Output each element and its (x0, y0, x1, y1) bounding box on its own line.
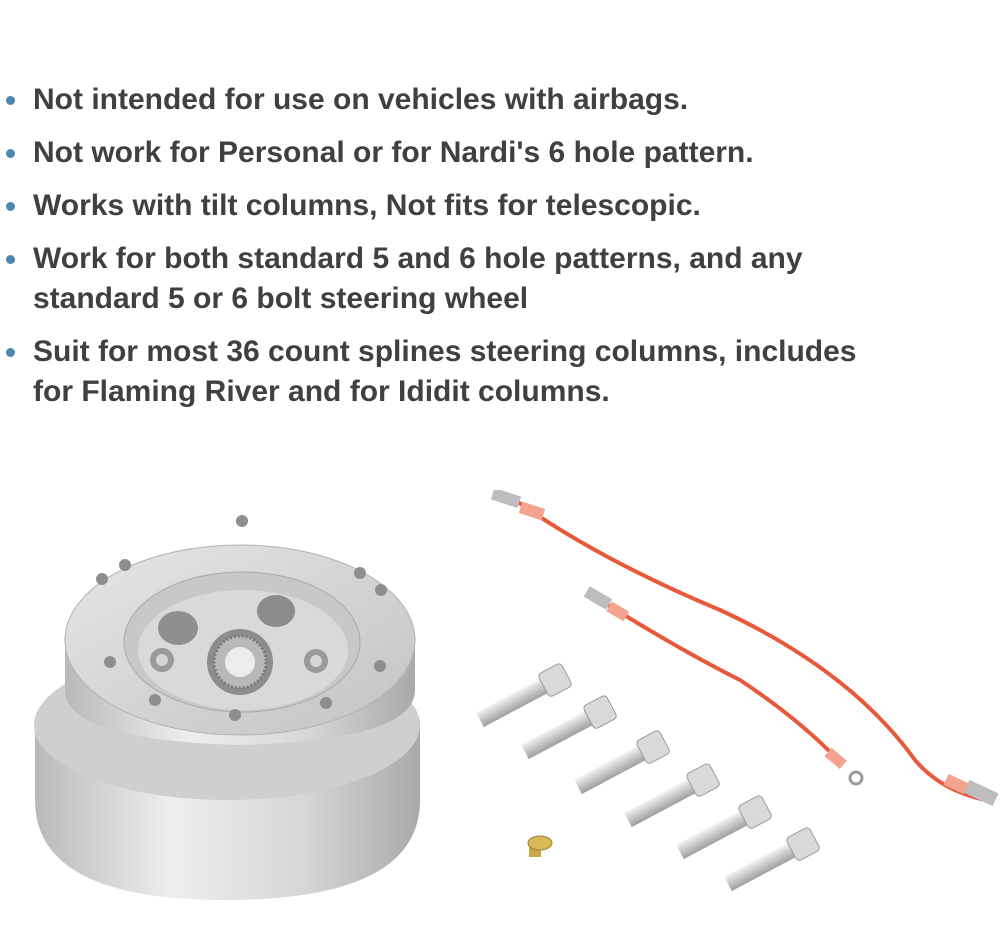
feature-text: Not work for Personal or for Nardi's 6 hole pattern. (33, 136, 754, 169)
feature-item (0, 186, 933, 226)
feature-text: Work for both standard 5 and 6 hole patterns, and any standard 5 or 6 bolt steering wheel (33, 242, 803, 315)
bullet-icon (6, 348, 15, 357)
feature-item (0, 239, 923, 319)
feature-item (0, 133, 933, 173)
bullet-icon (6, 202, 15, 211)
feature-item (0, 332, 863, 412)
feature-list (0, 80, 1000, 425)
feature-text: Not intended for use on vehicles with airbags. (33, 83, 689, 116)
feature-item (0, 80, 933, 120)
ground-wire-icon (491, 490, 999, 806)
hub-adapter-icon (34, 515, 420, 900)
socket-bolt-icon (474, 663, 821, 896)
feature-text: Works with tilt columns, Not fits for telescopic. (33, 189, 701, 222)
bullet-icon (6, 255, 15, 264)
bullet-icon (6, 149, 15, 158)
brass-screw-icon (528, 836, 552, 857)
product-illustration (0, 490, 1000, 940)
feature-text: Suit for most 36 count splines steering columns, includes for Flaming River and for Ididit columns. (33, 335, 857, 408)
bullet-icon (6, 96, 15, 105)
